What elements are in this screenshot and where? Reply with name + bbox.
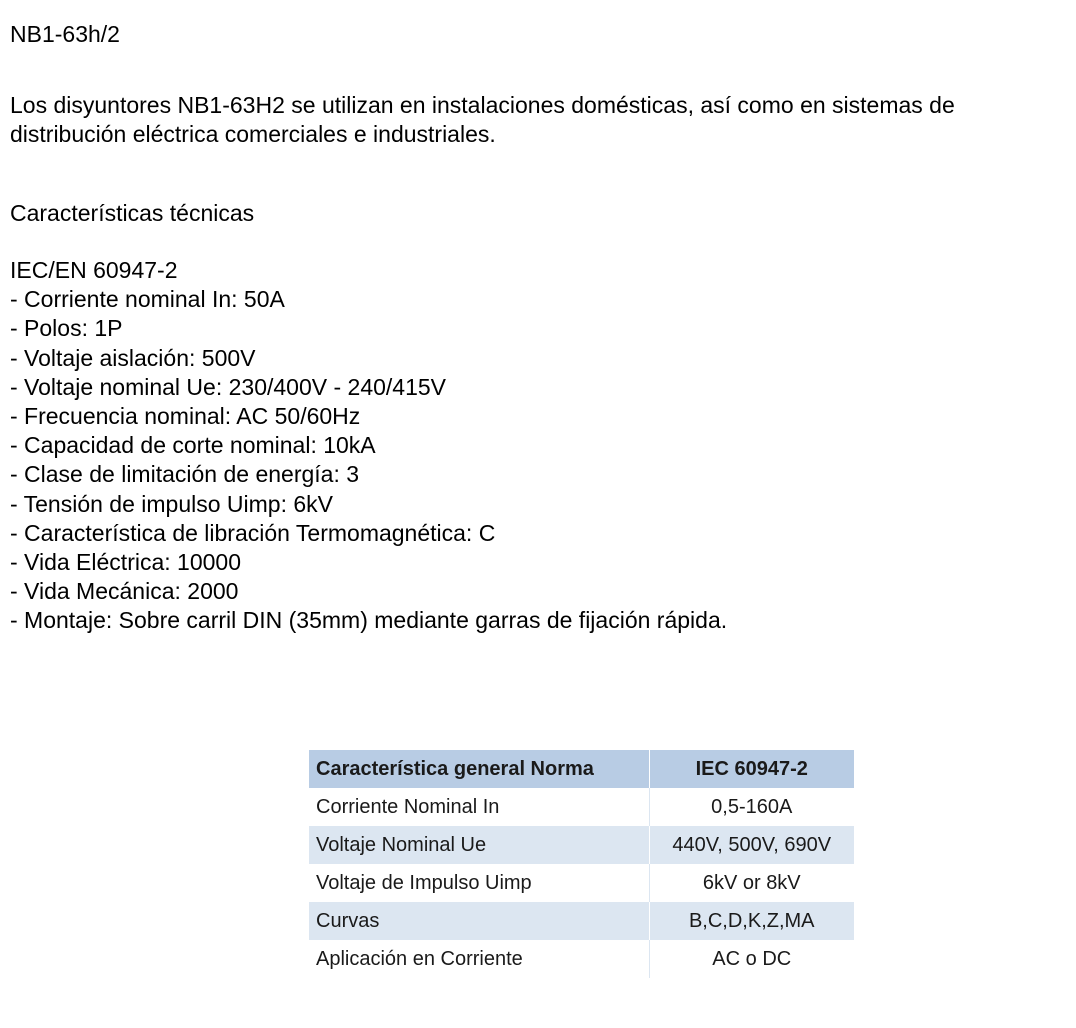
table-cell: B,C,D,K,Z,MA (649, 902, 854, 940)
table-cell: 440V, 500V, 690V (649, 826, 854, 864)
table-cell: Voltaje de Impulso Uimp (316, 871, 532, 894)
spec-standard: IEC/EN 60947-2 (10, 257, 178, 283)
table-cell: Curvas (316, 909, 380, 932)
spec-item: - Vida Mecánica: 2000 (10, 578, 239, 605)
spec-item: - Característica de libración Termomagnética: C (10, 519, 496, 546)
table-row (309, 940, 854, 978)
table-header-cell: IEC 60947-2 (649, 750, 854, 788)
spec-item: - Corriente nominal In: 50A (10, 286, 285, 313)
spec-table-container (309, 750, 854, 978)
spec-item: - Vida Eléctrica: 10000 (10, 549, 241, 576)
section-title: Características técnicas (10, 200, 255, 226)
table-row (309, 788, 854, 826)
spec-item: - Capacidad de corte nominal: 10kA (10, 432, 376, 459)
spec-table (309, 750, 854, 978)
table-header-cell: Característica general Norma (316, 757, 594, 780)
table-row (309, 864, 854, 902)
product-title: NB1-63h/2 (10, 21, 120, 47)
table-row (309, 826, 854, 864)
product-description: Los disyuntores NB1-63H2 se utilizan en instalaciones domésticas, así como en sistemas de distribución eléctrica comerciales e industriales. (10, 92, 955, 147)
table-cell: Corriente Nominal In (316, 795, 500, 818)
spec-item: - Clase de limitación de energía: 3 (10, 461, 360, 488)
table-cell: Aplicación en Corriente (316, 947, 523, 970)
spec-item: - Polos: 1P (10, 315, 123, 342)
spec-list (10, 256, 727, 636)
table-cell: Voltaje Nominal Ue (316, 833, 487, 856)
table-cell: 0,5-160A (649, 788, 854, 826)
spec-item: - Tensión de impulso Uimp: 6kV (10, 490, 333, 517)
spec-item: - Voltaje aislación: 500V (10, 344, 256, 371)
table-cell: AC o DC (649, 940, 854, 978)
spec-item: - Voltaje nominal Ue: 230/400V - 240/415V (10, 373, 447, 400)
table-row (309, 902, 854, 940)
table-cell: 6kV or 8kV (649, 864, 854, 902)
spec-item: - Frecuencia nominal: AC 50/60Hz (10, 403, 361, 430)
spec-item: - Montaje: Sobre carril DIN (35mm) mediante garras de fijación rápida. (10, 607, 728, 634)
table-header-row (309, 750, 854, 788)
